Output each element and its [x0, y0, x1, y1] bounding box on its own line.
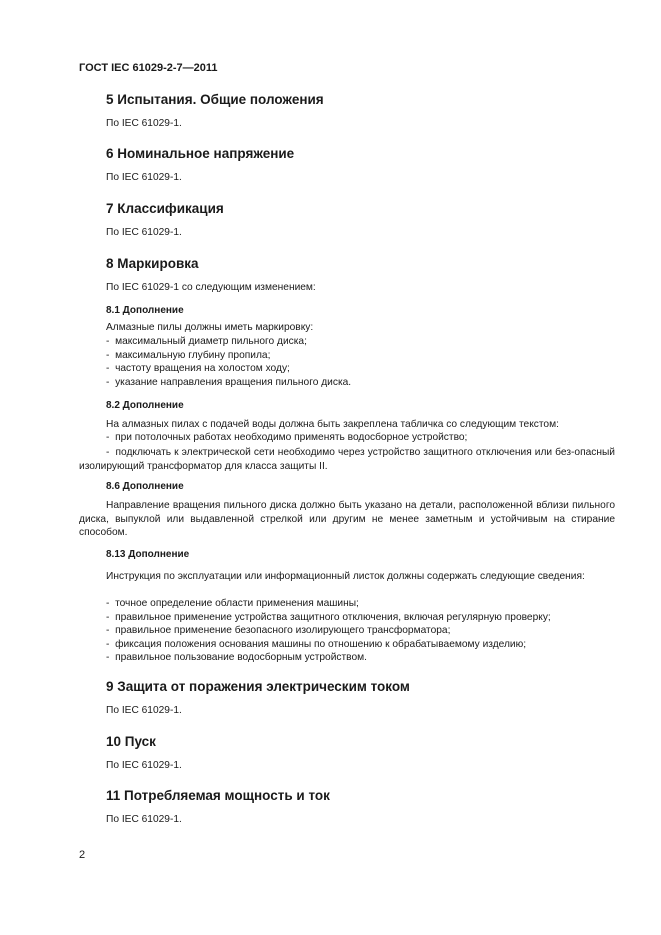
subsection-8-1-heading: 8.1 Дополнение [106, 305, 184, 316]
list-item: - максимальный диаметр пильного диска; [106, 335, 351, 349]
section-11-text: По IEC 61029-1. [106, 814, 182, 825]
list-item: - правильное применение устройства защитного отключения, включая регулярную проверку; [106, 611, 551, 625]
section-9-text: По IEC 61029-1. [106, 705, 182, 716]
list-item: - правильное применение безопасного изолирующего трансформатора; [106, 624, 551, 638]
list-item: - точное определение области применения машины; [106, 597, 551, 611]
section-10-heading: 10 Пуск [106, 734, 156, 749]
page-number: 2 [79, 849, 86, 861]
section-6-heading: 6 Номинальное напряжение [106, 146, 295, 161]
section-8-text: По IEC 61029-1 со следующим изменением: [106, 282, 316, 293]
subsection-8-1-intro: Алмазные пилы должны иметь маркировку: [106, 322, 314, 333]
subsection-8-2-intro: На алмазных пилах с подачей воды должна быть закреплена табличка со следующим текстом: [106, 419, 559, 430]
section-7-text: По IEC 61029-1. [106, 227, 182, 238]
section-5-text: По IEC 61029-1. [106, 118, 182, 129]
subsection-8-2-heading: 8.2 Дополнение [106, 400, 184, 411]
section-9-heading: 9 Защита от поражения электрическим током [106, 679, 410, 694]
list-item: - фиксация положения основания машины по отношению к обрабатываемому изделию; [106, 638, 551, 652]
subsection-8-2-item-2: - подключать к электрической сети необходимо через устройство защитного отключения или без-опасный изолирующий трансформатор для класса защиты II. [79, 447, 615, 472]
list-item: - максимальную глубину пропила; [106, 349, 351, 363]
subsection-8-1-list [106, 335, 351, 389]
subsection-8-13-list [106, 597, 551, 665]
section-5-heading: 5 Испытания. Общие положения [106, 92, 324, 107]
section-11-heading: 11 Потребляемая мощность и ток [106, 788, 330, 803]
section-10-text: По IEC 61029-1. [106, 760, 182, 771]
section-6-text: По IEC 61029-1. [106, 172, 182, 183]
subsection-8-2-item-1: - при потолочных работах необходимо применять водосборное устройство; [106, 432, 468, 443]
list-item: - указание направления вращения пильного диска. [106, 376, 351, 390]
list-item: - правильное пользование водосборным устройством. [106, 651, 551, 665]
subsection-8-13-intro: Инструкция по эксплуатации или информационный листок должны содержать следующие сведения: [106, 571, 585, 582]
subsection-8-13-heading: 8.13 Дополнение [106, 549, 190, 560]
section-7-heading: 7 Классификация [106, 201, 224, 216]
subsection-8-6-text: Направление вращения пильного диска должно быть указано на детали, расположенной вблизи пильного диска, выпуклой или выдавленной стрелкой или другим не менее заметным и устойчивым на стирание способом. [79, 500, 615, 538]
list-item: - частоту вращения на холостом ходу; [106, 362, 351, 376]
section-8-heading: 8 Маркировка [106, 256, 199, 271]
subsection-8-6-heading: 8.6 Дополнение [106, 481, 184, 492]
document-header: ГОСТ IEC 61029-2-7—2011 [79, 62, 218, 74]
